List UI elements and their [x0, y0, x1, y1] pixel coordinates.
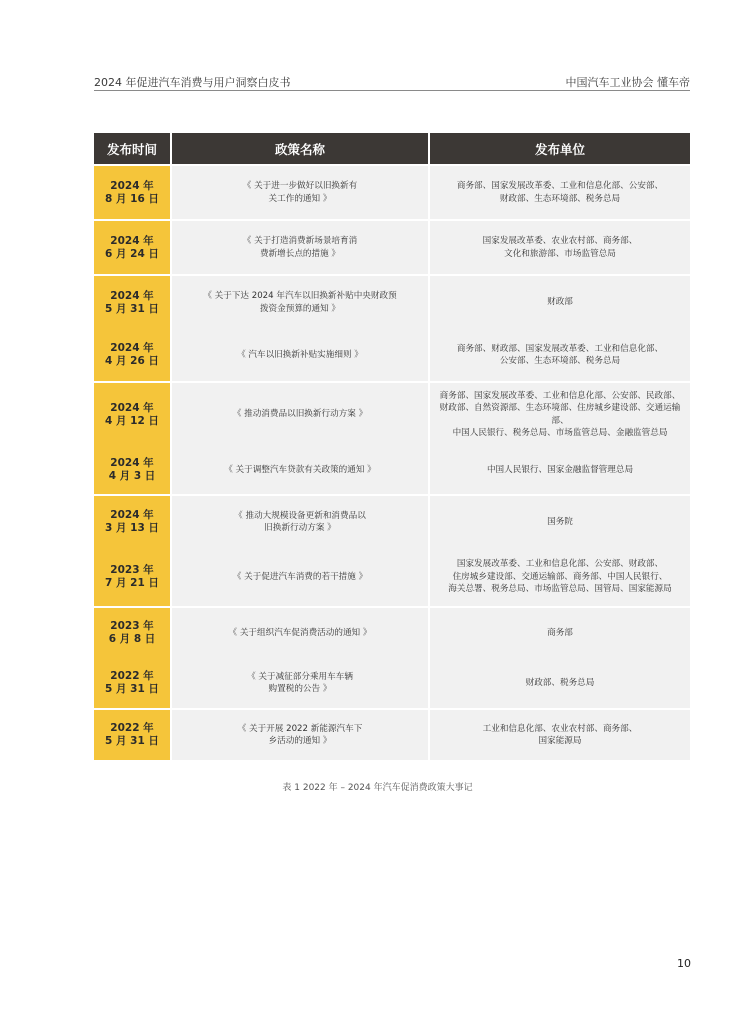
policy-name: 《 关于调整汽车贷款有关政策的通知 》 — [224, 464, 376, 475]
table-row — [94, 166, 690, 219]
issuer-name: 国家发展改革委、工业和信息化部、公安部、财政部、 住房城乡建设部、交通运输部、商务部、中国人民银行、 海关总署、税务总局、市场监管总局、国管局、国家能源局 — [448, 559, 672, 595]
policy-cell — [172, 329, 428, 381]
table-row — [94, 496, 690, 548]
policy-name: 《 关于减征部分乘用车车辆 购置税的公告 》 — [247, 671, 353, 694]
table-row-group — [94, 710, 690, 760]
policy-name: 《 关于打造消费新场景培育消 费新增长点的措施 》 — [242, 236, 358, 259]
table-row — [94, 548, 690, 606]
table-row — [94, 276, 690, 329]
table-row — [94, 221, 690, 274]
issuer-cell — [430, 548, 690, 606]
issuer-name: 财政部 — [547, 297, 573, 308]
date-year: 2024 年 — [110, 234, 154, 247]
issuer-name: 商务部 — [547, 627, 573, 638]
table-row — [94, 608, 690, 658]
date-cell — [94, 446, 170, 494]
issuer-cell — [430, 276, 690, 329]
column-header-policy: 政策名称 — [172, 133, 428, 164]
date-day: 5 月 31 日 — [105, 683, 159, 695]
date-day: 6 月 8 日 — [108, 633, 156, 645]
date-day: 8 月 16 日 — [105, 192, 159, 205]
issuer-cell — [430, 608, 690, 658]
issuer-cell — [430, 658, 690, 708]
table-row-group — [94, 276, 690, 381]
date-cell — [94, 329, 170, 381]
date-year: 2023 年 — [110, 620, 154, 632]
header-divider — [94, 90, 690, 91]
date-day: 4 月 26 日 — [105, 355, 159, 367]
table-caption: 表 1 2022 年 – 2024 年汽车促消费政策大事记 — [282, 783, 473, 793]
table-row — [94, 329, 690, 381]
date-day: 6 月 24 日 — [105, 247, 159, 260]
table-row-group — [94, 383, 690, 494]
date-cell — [94, 276, 170, 329]
policy-cell — [172, 166, 428, 219]
column-header-date: 发布时间 — [94, 133, 170, 164]
date-cell — [94, 710, 170, 760]
policy-name: 《 汽车以旧换新补贴实施细则 》 — [237, 349, 363, 360]
policy-name: 《 关于下达 2024 年汽车以旧换新补贴中央财政预 拨资金预算的通知 》 — [203, 291, 397, 314]
date-day: 5 月 31 日 — [105, 735, 159, 747]
issuer-cell — [430, 383, 690, 446]
issuer-name: 国家发展改革委、农业农村部、商务部、 文化和旅游部、市场监管总局 — [482, 236, 638, 259]
date-year: 2024 年 — [110, 342, 154, 354]
date-year: 2024 年 — [110, 509, 154, 521]
date-day: 5 月 31 日 — [105, 302, 159, 315]
issuer-cell — [430, 329, 690, 381]
table-row — [94, 446, 690, 494]
date-cell — [94, 221, 170, 274]
table-row-group — [94, 608, 690, 708]
policy-cell — [172, 608, 428, 658]
policy-cell — [172, 383, 428, 446]
issuer-name: 国务院 — [547, 516, 573, 527]
date-year: 2023 年 — [110, 564, 154, 576]
table-row — [94, 658, 690, 708]
policy-table — [94, 133, 690, 760]
date-cell — [94, 166, 170, 219]
page-number: 10 — [677, 957, 691, 970]
date-day: 7 月 21 日 — [105, 577, 159, 589]
issuer-name: 商务部、国家发展改革委、工业和信息化部、公安部、民政部、 财政部、自然资源部、生态环境部、住房城乡建设部、交通运输部、 中国人民银行、税务总局、市场监管总局、金融监管总局 — [439, 390, 681, 438]
date-cell — [94, 658, 170, 708]
table-row-group — [94, 221, 690, 274]
policy-cell — [172, 276, 428, 329]
table-row-group — [94, 166, 690, 219]
policy-name: 《 推动消费品以旧换新行动方案 》 — [232, 409, 368, 420]
date-year: 2024 年 — [110, 179, 154, 192]
date-day: 4 月 3 日 — [108, 470, 156, 482]
issuer-name: 工业和信息化部、农业农村部、商务部、 国家能源局 — [482, 723, 638, 746]
column-header-issuer: 发布单位 — [430, 133, 690, 164]
issuer-name: 商务部、财政部、国家发展改革委、工业和信息化部、 公安部、生态环境部、税务总局 — [456, 343, 664, 366]
date-year: 2022 年 — [110, 670, 154, 682]
table-row — [94, 383, 690, 446]
issuer-name: 财政部、税务总局 — [525, 677, 595, 688]
date-cell — [94, 548, 170, 606]
date-cell — [94, 383, 170, 446]
policy-cell — [172, 446, 428, 494]
issuer-cell — [430, 496, 690, 548]
table-row — [94, 710, 690, 760]
document-title: 2024 年促进汽车消费与用户洞察白皮书 — [94, 76, 291, 89]
table-row-group — [94, 496, 690, 606]
date-year: 2024 年 — [110, 401, 154, 414]
date-day: 4 月 12 日 — [105, 414, 159, 427]
date-year: 2022 年 — [110, 722, 154, 734]
policy-cell — [172, 710, 428, 760]
policy-cell — [172, 658, 428, 708]
date-cell — [94, 496, 170, 548]
issuer-name: 商务部、国家发展改革委、工业和信息化部、公安部、 财政部、生态环境部、税务总局 — [456, 181, 664, 204]
issuer-cell — [430, 221, 690, 274]
policy-name: 《 关于进一步做好以旧换新有 关工作的通知 》 — [242, 181, 358, 204]
publisher-names: 中国汽车工业协会 懂车帝 — [565, 76, 690, 89]
issuer-cell — [430, 166, 690, 219]
date-year: 2024 年 — [110, 289, 154, 302]
issuer-name: 中国人民银行、国家金融监督管理总局 — [486, 464, 634, 475]
table-header-row — [94, 133, 690, 164]
policy-name: 《 关于促进汽车消费的若干措施 》 — [232, 571, 368, 582]
policy-name: 《 关于组织汽车促消费活动的通知 》 — [228, 627, 372, 638]
date-year: 2024 年 — [110, 457, 154, 469]
policy-cell — [172, 221, 428, 274]
policy-name: 《 推动大规模设备更新和消费品以 旧换新行动方案 》 — [234, 510, 366, 533]
issuer-cell — [430, 710, 690, 760]
policy-cell — [172, 548, 428, 606]
policy-name: 《 关于开展 2022 新能源汽车下 乡活动的通知 》 — [237, 723, 363, 746]
issuer-cell — [430, 446, 690, 494]
date-day: 3 月 13 日 — [105, 522, 159, 534]
policy-cell — [172, 496, 428, 548]
date-cell — [94, 608, 170, 658]
